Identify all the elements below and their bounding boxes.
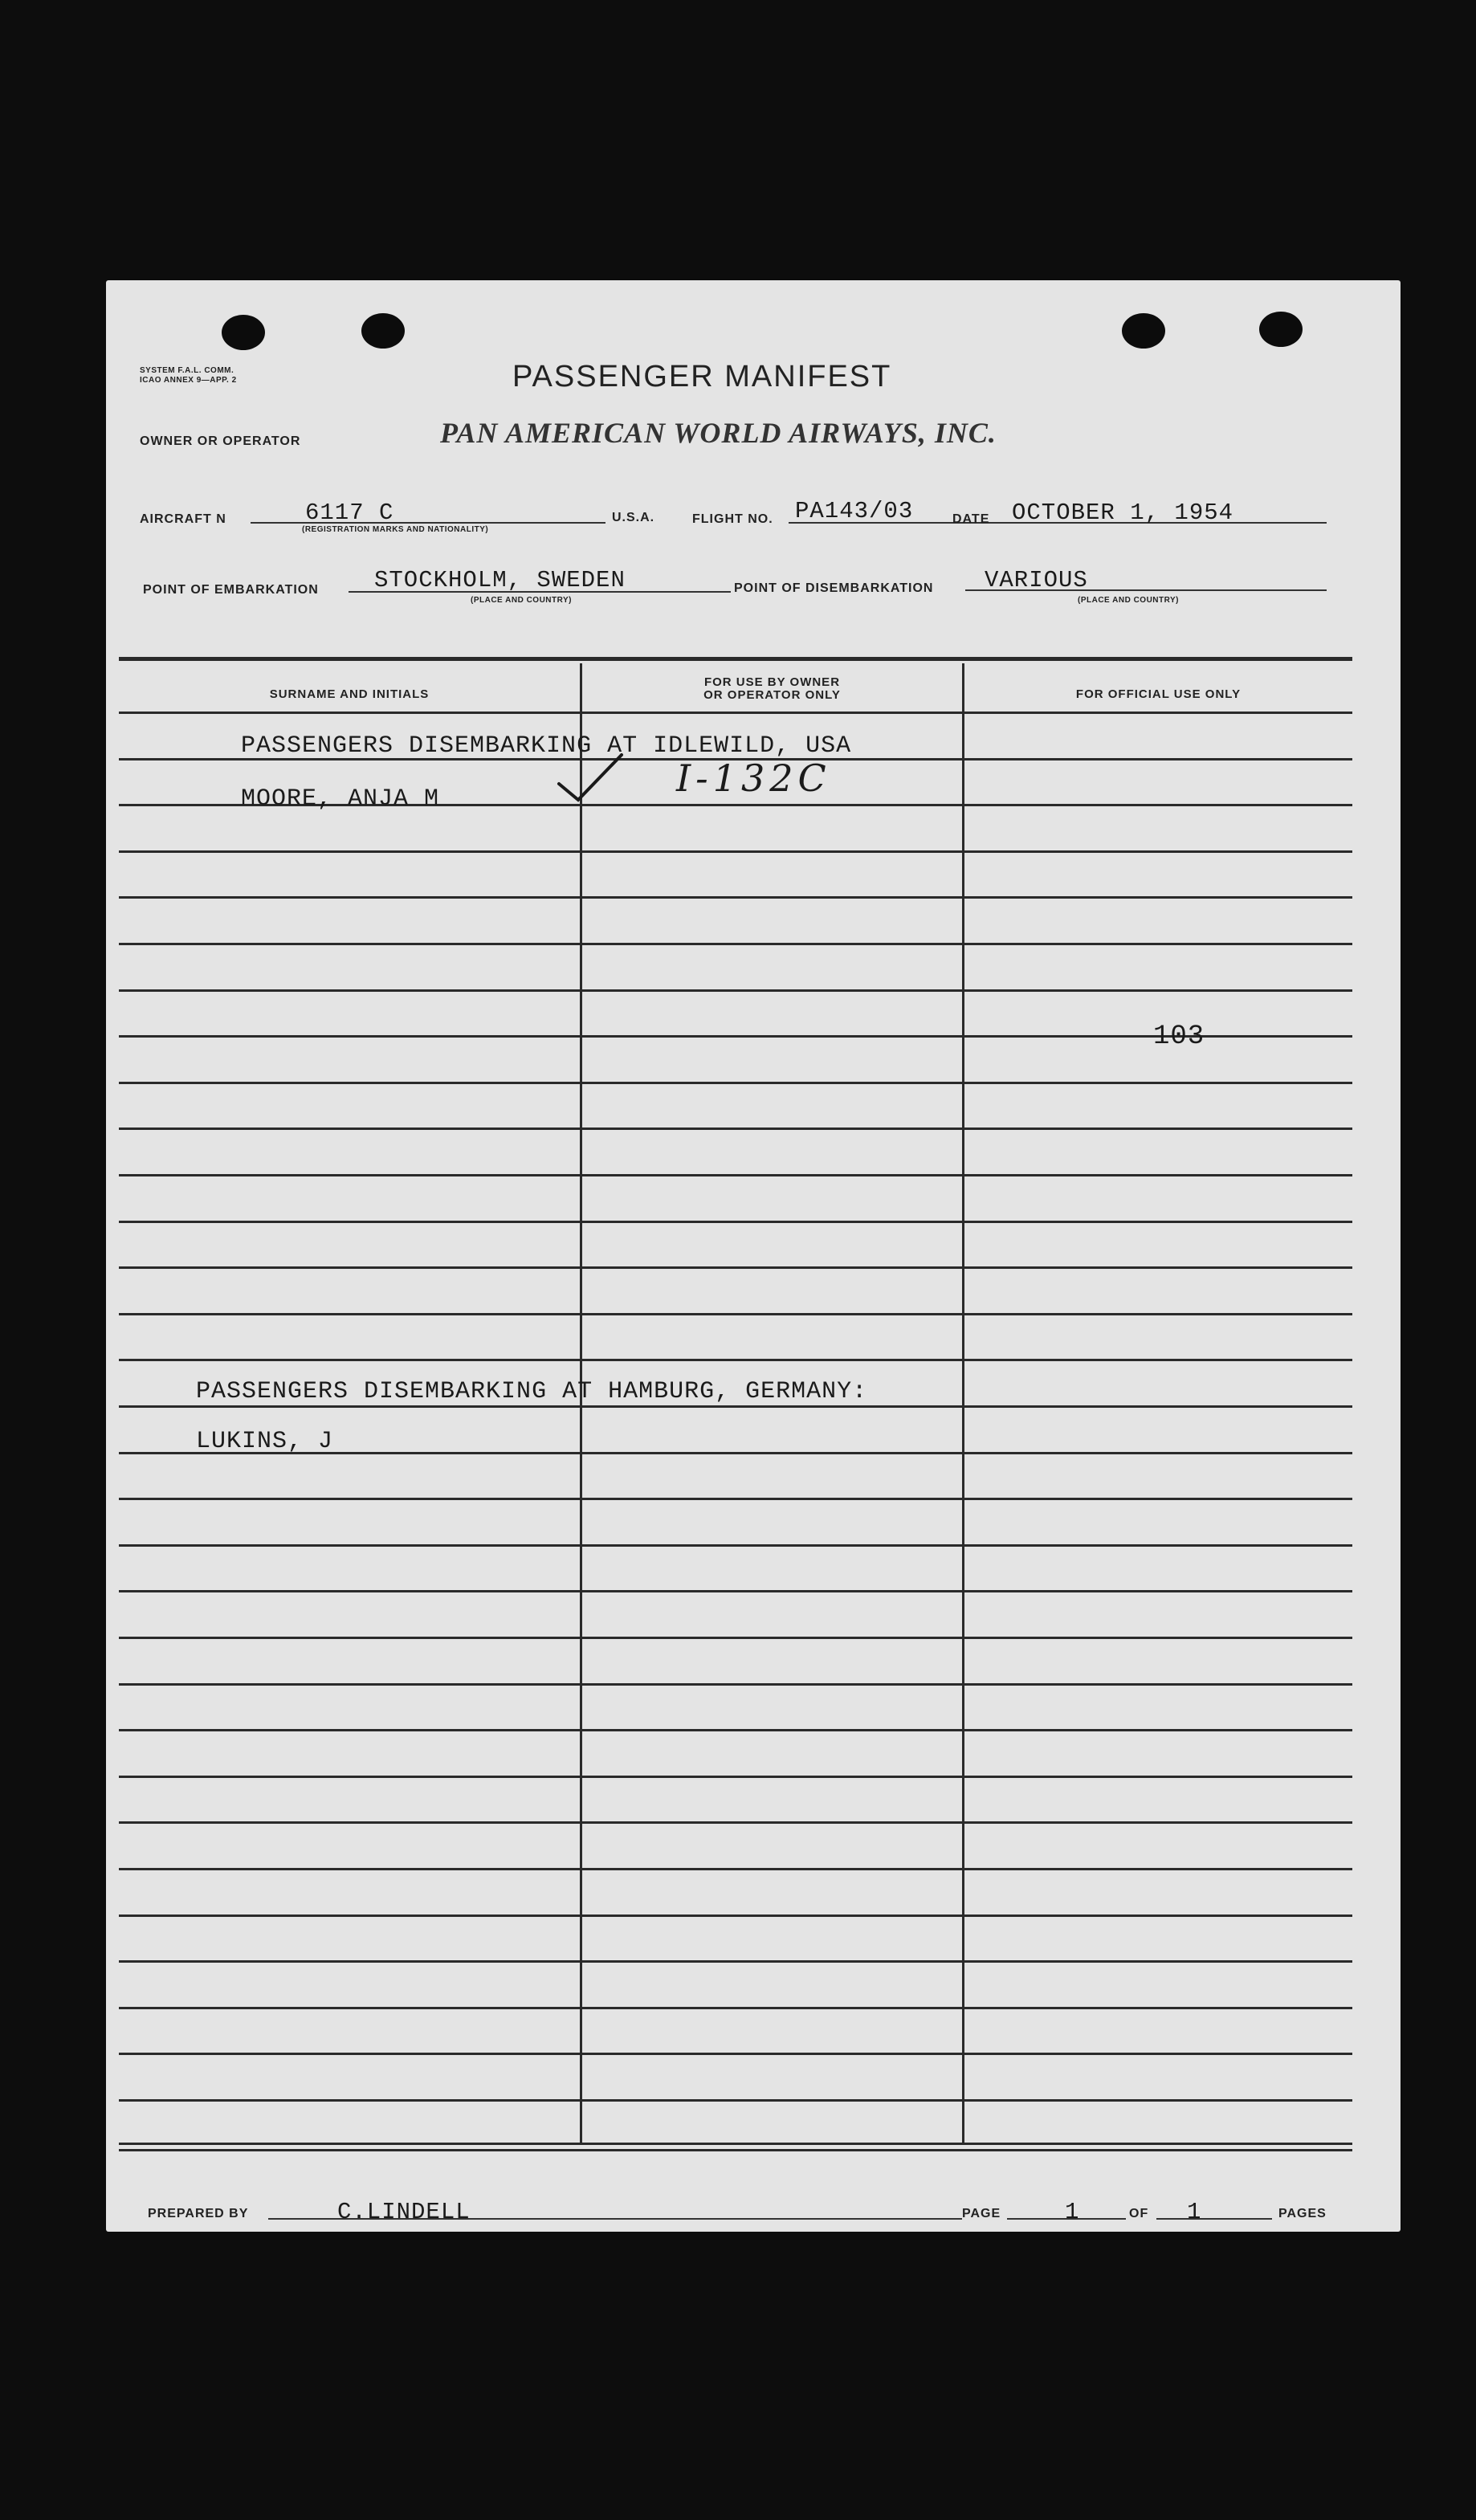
form-reference-line: SYSTEM F.A.L. COMM. <box>140 366 234 375</box>
table-row-rule <box>119 1821 1352 1824</box>
flight-value: PA143/03 <box>795 498 914 524</box>
of-value: 1 <box>1187 2199 1202 2225</box>
aircraft-underline <box>251 522 605 524</box>
table-bottom-rule <box>119 2149 1352 2151</box>
table-row-rule <box>119 1868 1352 1870</box>
nationality: U.S.A. <box>612 511 655 524</box>
registration-caption: (REGISTRATION MARKS AND NATIONALITY) <box>302 525 489 534</box>
aircraft-value: 6117 C <box>305 500 394 526</box>
table-row-rule <box>119 1590 1352 1592</box>
form-reference <box>140 366 237 385</box>
flight-label: FLIGHT NO. <box>692 512 773 526</box>
table-bottom-rule <box>119 2143 1352 2145</box>
column-header-official: FOR OFFICIAL USE ONLY <box>1075 687 1242 701</box>
table-row-rule <box>119 1729 1352 1731</box>
table-row-rule <box>119 1266 1352 1269</box>
table-row-rule <box>119 2099 1352 2102</box>
owner-value: PAN AMERICAN WORLD AIRWAYS, INC. <box>440 417 997 449</box>
punch-hole <box>1122 313 1165 349</box>
punch-hole <box>1259 312 1303 347</box>
table-row-rule <box>119 1174 1352 1176</box>
of-label: OF <box>1129 2207 1149 2220</box>
table-row-rule <box>119 1405 1352 1408</box>
official-number: 103 <box>1153 1021 1205 1052</box>
punch-hole <box>361 313 405 349</box>
table-row-rule <box>119 989 1352 992</box>
table-row-rule <box>119 1776 1352 1778</box>
table-row-rule <box>119 1221 1352 1223</box>
table-row-rule <box>119 1498 1352 1500</box>
table-row-rule <box>119 1313 1352 1315</box>
checkmark-icon <box>554 748 626 805</box>
punch-hole <box>222 315 265 350</box>
of-underline <box>1156 2218 1272 2220</box>
date-value: OCTOBER 1, 1954 <box>1012 500 1234 526</box>
disembarkation-caption: (PLACE AND COUNTRY) <box>1078 596 1179 605</box>
column-header-owner <box>582 676 962 702</box>
page-label: PAGE <box>962 2207 1001 2220</box>
page-title: PASSENGER MANIFEST <box>512 360 892 393</box>
table-row-rule <box>119 1082 1352 1084</box>
group-heading-hamburg: PASSENGERS DISEMBARKING AT HAMBURG, GERMANY: <box>196 1378 868 1405</box>
disembarkation-label: POINT OF DISEMBARKATION <box>734 581 934 595</box>
table-row-rule <box>119 1637 1352 1639</box>
pages-label: PAGES <box>1278 2207 1327 2220</box>
table-row-rule <box>119 896 1352 899</box>
table-row-rule <box>119 850 1352 853</box>
table-row-rule <box>119 1359 1352 1361</box>
prepared-value: C.LINDELL <box>337 2199 471 2225</box>
table-row-rule <box>119 1127 1352 1130</box>
aircraft-label: AIRCRAFT N <box>140 512 226 526</box>
manifest-sheet <box>106 280 1401 2232</box>
table-row-rule <box>119 943 1352 945</box>
owner-label: OWNER OR OPERATOR <box>140 434 301 448</box>
table-row-rule <box>119 712 1352 714</box>
column-divider <box>962 663 964 2144</box>
passenger-lukins: LUKINS, J <box>196 1428 334 1455</box>
disembarkation-value: VARIOUS <box>985 567 1088 593</box>
date-label: DATE <box>952 512 990 526</box>
table-top-rule <box>119 657 1352 661</box>
embarkation-caption: (PLACE AND COUNTRY) <box>471 596 572 605</box>
table-row-rule <box>119 1683 1352 1686</box>
table-row-rule <box>119 2007 1352 2009</box>
table-row-rule <box>119 1960 1352 1963</box>
embarkation-label: POINT OF EMBARKATION <box>143 583 319 597</box>
table-row-rule <box>119 2053 1352 2055</box>
embarkation-value: STOCKHOLM, SWEDEN <box>374 567 626 593</box>
form-reference-line: ICAO ANNEX 9—APP. 2 <box>140 376 237 385</box>
column-header-surname: SURNAME AND INITIALS <box>269 687 430 701</box>
handwritten-reference: I-132C <box>676 756 831 800</box>
passenger-moore: MOORE, ANJA M <box>241 785 440 813</box>
page-value: 1 <box>1065 2199 1080 2225</box>
column-header-owner-line: OR OPERATOR ONLY <box>703 688 841 702</box>
group-heading-idlewild: PASSENGERS DISEMBARKING AT IDLEWILD, USA <box>241 732 852 760</box>
column-header-owner-line: FOR USE BY OWNER <box>703 675 841 689</box>
prepared-label: PREPARED BY <box>148 2207 249 2220</box>
table-row-rule <box>119 1544 1352 1547</box>
table-row-rule <box>119 1914 1352 1917</box>
